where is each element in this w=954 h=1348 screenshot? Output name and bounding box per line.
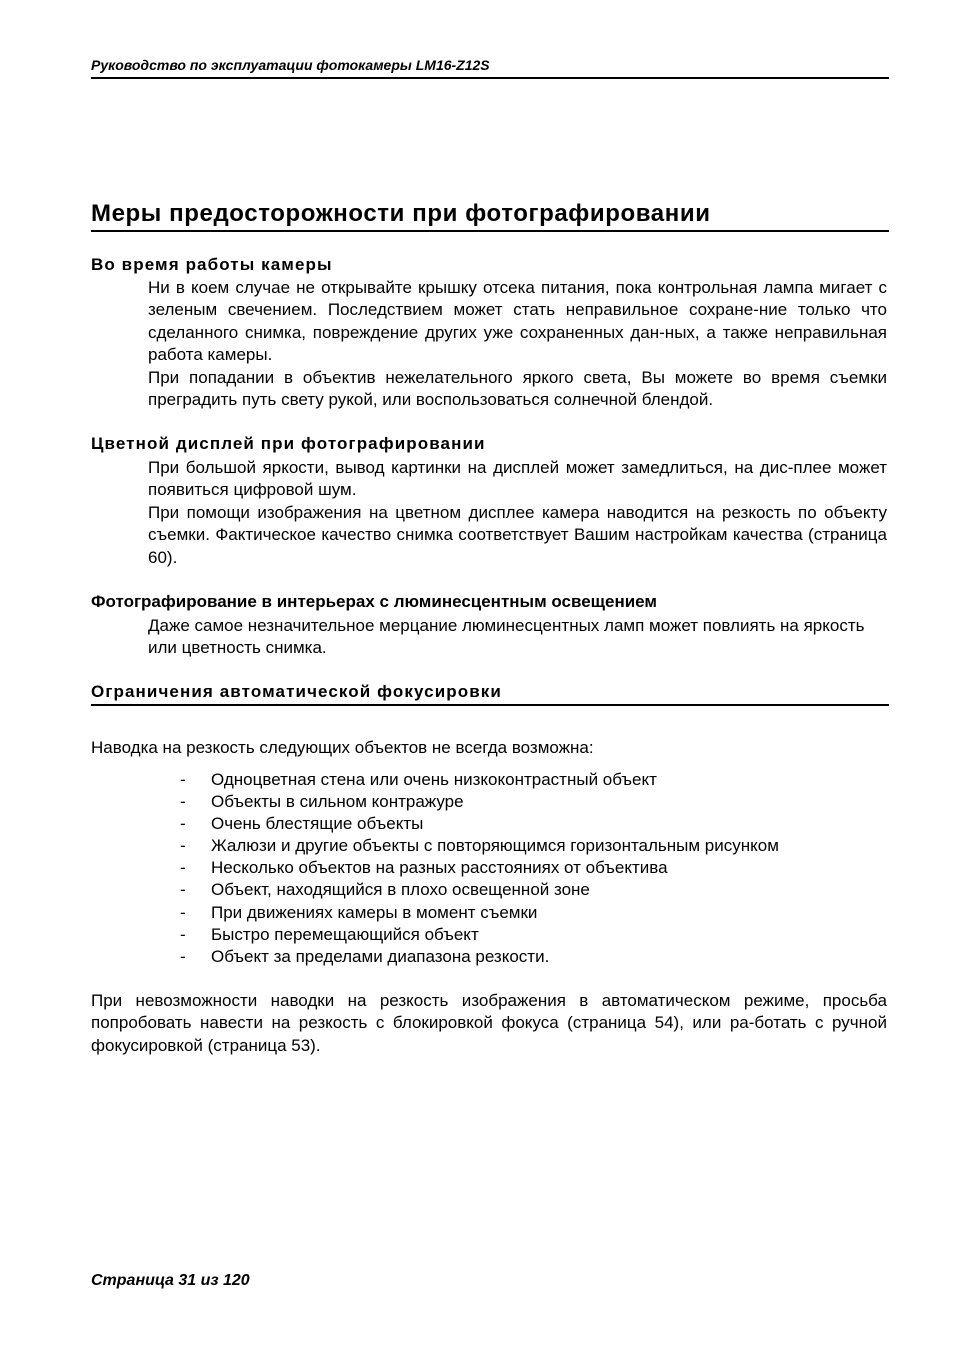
- bullet-dash: -: [180, 770, 186, 789]
- list-item-text: Объекты в сильном контражуре: [211, 792, 464, 812]
- list-item-text: Очень блестящие объекты: [211, 814, 424, 834]
- list-item-text: Несколько объектов на разных расстояниях от объектива: [211, 858, 668, 878]
- bullet-dash: -: [180, 792, 186, 812]
- paragraph: При попадании в объектив нежелательного яркого света, Вы можете во время съемки преградить путь свету рукой, или воспользоваться солнечной блендой.: [148, 368, 887, 410]
- section-heading-autofocus-limits: Ограничения автоматической фокусировки: [91, 681, 889, 706]
- list-item: [180, 769, 779, 791]
- paragraph: При большой яркости, вывод картинки на дисплей может замедлиться, на дис-плее может появиться цифровой шум.: [148, 458, 887, 500]
- list-item: [180, 946, 779, 968]
- list-item: [180, 857, 779, 879]
- bullet-dash: -: [180, 814, 186, 834]
- bullet-dash: -: [180, 946, 186, 966]
- paragraph: При помощи изображения на цветном дисплее камера наводится на резкость по объекту съемки. Фактическое качество снимка соответствует Вашим настройкам качества (страница 60).: [148, 503, 887, 567]
- bullet-dash: -: [180, 924, 186, 944]
- list-item: [180, 813, 779, 835]
- paragraph: Ни в коем случае не открывайте крышку отсека питания, пока контрольная лампа мигает с зеленым свечением. Последствием может стать неправильное сохране-ние только что сделанного снимка, повреждение других уже сохраненных дан-ных, а также неправильная работа камеры.: [148, 278, 887, 364]
- autofocus-intro: Наводка на резкость следующих объектов не всегда возможна:: [91, 738, 594, 757]
- list-item: [180, 924, 779, 946]
- section-heading-color-display: Цветной дисплей при фотографировании: [91, 434, 486, 453]
- list-item-text: Жалюзи и другие объекты с повторяющимся горизонтальным рисунком: [211, 836, 779, 856]
- bullet-dash: -: [180, 858, 186, 878]
- list-item: [180, 879, 779, 901]
- running-header: Руководство по эксплуатации фотокамеры LM16-Z12S: [91, 57, 889, 79]
- list-item: [180, 902, 779, 924]
- list-item: [180, 835, 779, 857]
- list-item-text: Объект, находящийся в плохо освещенной зоне: [211, 880, 590, 900]
- list-item: [180, 791, 779, 813]
- list-item-text: Объект за пределами диапазона резкости.: [211, 946, 550, 966]
- paragraph: Даже самое незначительное мерцание люминесцентных ламп может повлиять на яркость или цветность снимка.: [148, 616, 865, 658]
- section-heading-camera-operation: Во время работы камеры: [91, 255, 333, 274]
- bullet-dash: -: [180, 836, 186, 856]
- page-number-footer: Страница 31 из 120: [91, 1272, 250, 1289]
- list-item-text: Быстро перемещающийся объект: [211, 924, 479, 944]
- autofocus-limitations-list: [180, 769, 779, 968]
- bullet-dash: -: [180, 880, 186, 900]
- autofocus-closing-paragraph: При невозможности наводки на резкость изображения в автоматическом режиме, просьба попробовать навести на резкость с блокировкой фокуса (страница 54), или ра-ботать с ручной фокусировкой (страница 53).: [91, 991, 887, 1055]
- list-item-text: Одноцветная стена или очень низкоконтрастный объект: [211, 770, 657, 789]
- page-title: Меры предосторожности при фотографировании: [91, 199, 889, 232]
- bullet-dash: -: [180, 902, 186, 922]
- list-item-text: При движениях камеры в момент съемки: [211, 902, 538, 922]
- section-heading-fluorescent-lighting: Фотографирование в интерьерах с люминесцентным освещением: [91, 592, 657, 611]
